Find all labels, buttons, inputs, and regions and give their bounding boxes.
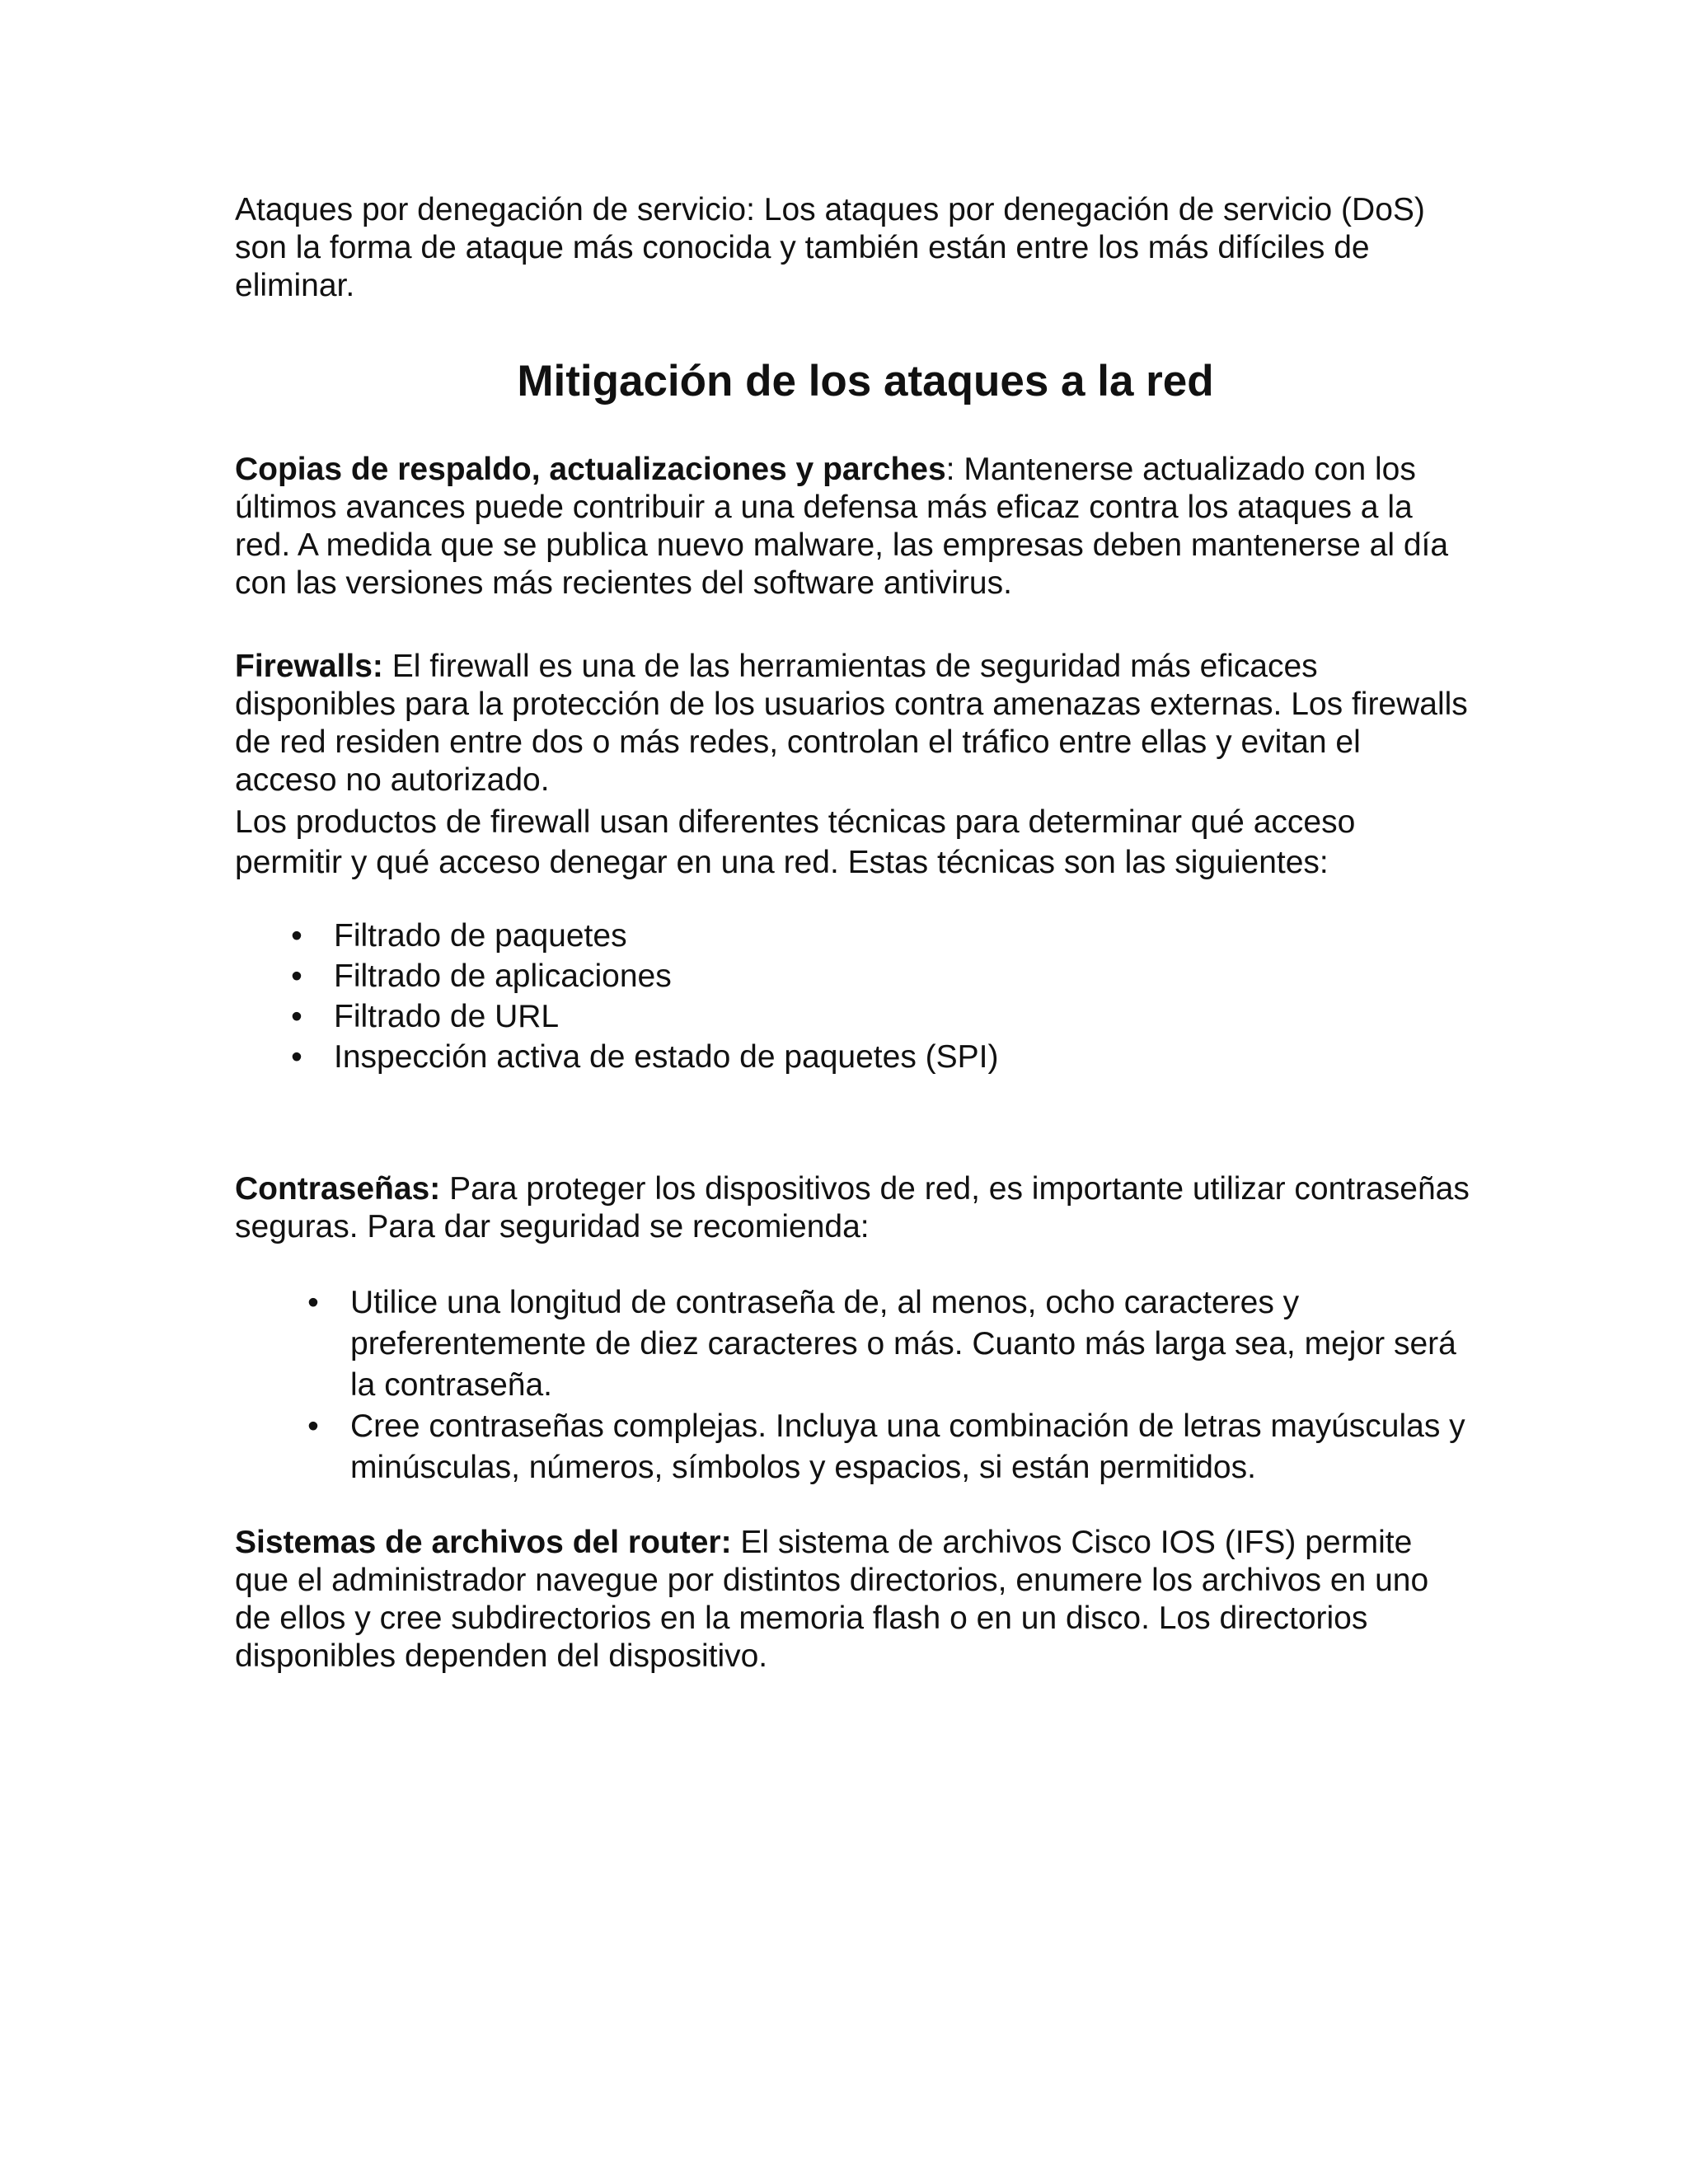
list-item: • Cree contraseñas complejas. Incluya una combinación de letras mayúsculas y minúsculas, números, símbolos y espacios, si están permitidos. (301, 1406, 1471, 1488)
firewalls-label: Firewalls: (235, 649, 383, 684)
list-item: • Inspección activa de estado de paquetes (SPI) (284, 1037, 1471, 1077)
document-page (235, 191, 1471, 1675)
bullet-icon: • (307, 1285, 319, 1320)
firewalls-text: El firewall es una de las herramientas de seguridad más eficaces disponibles para la protección de los usuarios contra amenazas externas. Los firewalls de red residen entre dos o más redes, controlan el tráfico entre ellas y evitan el acceso no autorizado. (235, 649, 1468, 798)
section-heading: Mitigación de los ataques a la red (517, 357, 1214, 405)
list-item: • Utilice una longitud de contraseña de, al menos, ocho caracteres y preferentemente de diez caracteres o más. Cuanto más larga sea, mejor será la contraseña. (301, 1282, 1471, 1406)
intro-paragraph: Ataques por denegación de servicio: Los ataques por denegación de servicio (DoS) son la forma de ataque más conocida y también están entre los más difíciles de eliminar. (235, 192, 1425, 303)
firewalls-techniques-paragraph: Los productos de firewall usan diferentes técnicas para determinar qué acceso permitir y qué acceso denegar en una red. Estas técnicas son las siguientes: (235, 804, 1356, 880)
passwords-text: Para proteger los dispositivos de red, es importante utilizar contraseñas seguras. Para dar seguridad se recomienda: (235, 1171, 1470, 1244)
list-item: • Filtrado de paquetes (284, 916, 1471, 956)
router-label: Sistemas de archivos del router: (235, 1525, 732, 1560)
passwords-paragraph (235, 1170, 1471, 1246)
bullet-icon: • (291, 1039, 302, 1075)
firewalls-paragraph (235, 648, 1471, 799)
list-item: • Filtrado de URL (284, 996, 1471, 1037)
router-filesystem-paragraph (235, 1524, 1471, 1675)
passwords-label: Contraseñas: (235, 1171, 441, 1207)
firewall-techniques-list (284, 916, 1471, 1077)
backups-text: : Mantenerse actualizado con los últimos avances puede contribuir a una defensa más eficaz contra los ataques a la red. A medida que se publica nuevo malware, las empresas deben mantenerse al día con las versiones más recientes del software antivirus. (235, 452, 1449, 601)
bullet-icon: • (307, 1408, 319, 1444)
backups-paragraph (235, 451, 1471, 602)
password-recommendations-list (301, 1282, 1471, 1488)
router-text: El sistema de archivos Cisco IOS (IFS) permite que el administrador navegue por distintos directorios, enumere los archivos en uno de ellos y cree subdirectorios en la memoria flash o en un disco. Los directorios disponibles dependen del dispositivo. (235, 1525, 1429, 1674)
bullet-icon: • (291, 918, 302, 954)
bullet-icon: • (291, 999, 302, 1034)
bullet-icon: • (291, 958, 302, 994)
list-item: • Filtrado de aplicaciones (284, 956, 1471, 996)
backups-label: Copias de respaldo, actualizaciones y parches (235, 452, 946, 487)
